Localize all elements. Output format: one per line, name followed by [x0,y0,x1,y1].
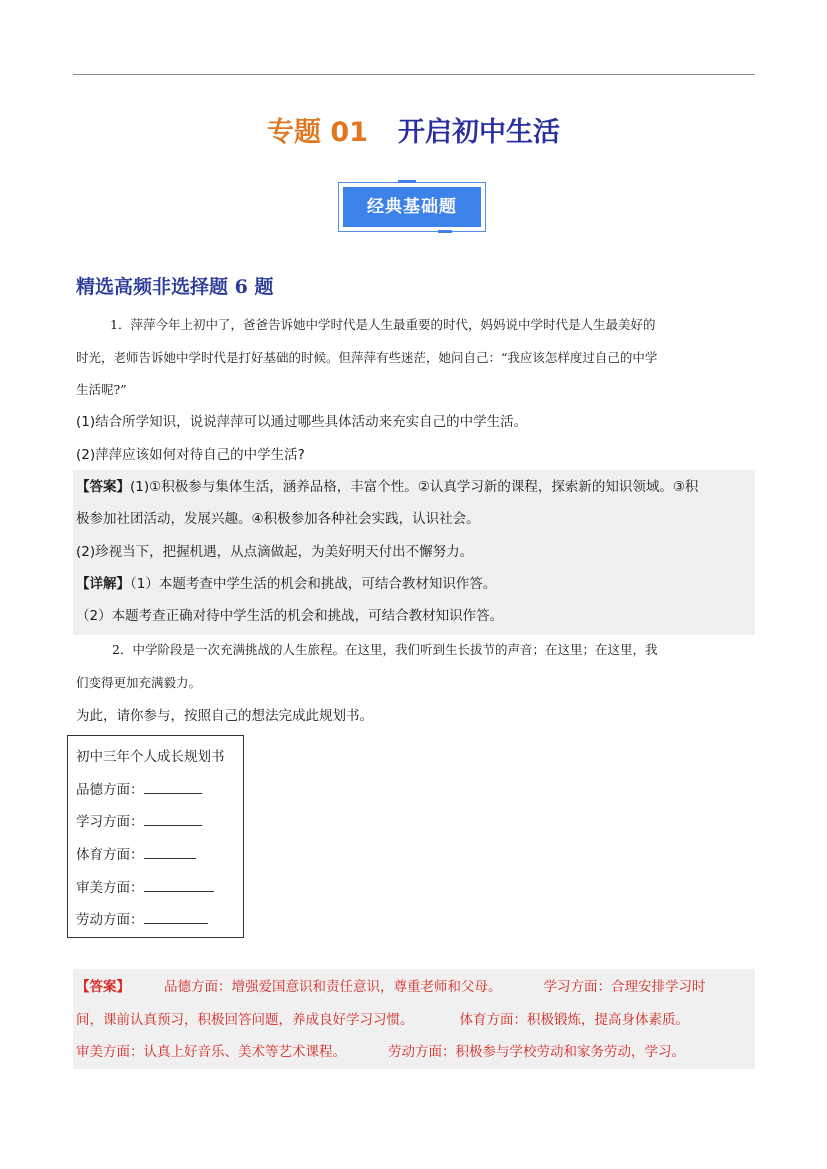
answer-text: (1)①积极参与集体生活，涵养品格，丰富个性。②认真学习新的课程，探索新的知识领域。③积 [130,479,699,495]
fill-blank[interactable] [144,846,196,859]
plan-row-label: 品德方面： [76,782,144,798]
header-rule [73,74,755,75]
q1-detail-line1 [76,574,756,594]
plan-row-sports [76,843,196,863]
answer-text: 品德方面：增强爱国意识和责任意识，尊重老师和父母。 [164,979,502,995]
answer-label: 【答案】 [76,979,130,995]
detail-label: 【详解】 [76,576,130,592]
answer-text: 体育方面：积极锻炼，提高身体素质。 [459,1012,689,1028]
answer-label: 【答案】 [76,479,130,495]
q1-stem-line1: 1．萍萍今年上初中了，爸爸告诉她中学时代是人生最重要的时代，妈妈说中学时代是人生最美好的 [110,317,656,332]
section-title: 精选高频非选择题 6 题 [76,276,274,298]
answer-text: 审美方面：认真上好音乐、美术等艺术课程。 [76,1044,346,1060]
q2-stem-line1: 2．中学阶段是一次充满挑战的人生旅程。在这里，我们听到生长拔节的声音；在这里；在这里，我 [112,642,658,657]
fill-blank[interactable] [144,879,214,892]
answer-text: 间，课前认真预习，积极回答问题，养成良好学习习惯。 [76,1012,414,1028]
detail-text: （1）本题考查中学生活的机会和挑战，可结合教材知识作答。 [130,576,497,592]
plan-row-morality [76,778,202,798]
q2-instruction: 为此，请你参与，按照自己的想法完成此规划书。 [76,708,373,724]
plan-row-labor [76,908,208,928]
q1-answer-line3: (2)珍视当下，把握机遇，从点滴做起，为美好明天付出不懈努力。 [76,544,474,560]
plan-title: 初中三年个人成长规划书 [76,749,225,765]
category-badge [338,182,488,234]
q2-stem-line2: 们变得更加充满毅力。 [76,675,202,690]
answer-text: 学习方面：合理安排学习时 [543,979,706,995]
growth-plan-box [67,735,244,938]
q2-answer-line3 [76,1042,756,1062]
plan-row-label: 劳动方面： [76,912,144,928]
page-title [0,110,827,149]
plan-row-label: 学习方面： [76,814,144,830]
q1-subquestion-1: (1)结合所学知识，说说萍萍可以通过哪些具体活动来充实自己的中学生活。 [76,414,528,430]
topic-number: 专题 01 [267,117,368,148]
plan-row-aesthetics [76,876,214,896]
badge-deco-top [398,180,416,183]
q2-answer-line1 [76,977,756,997]
q1-stem-line2: 时光，老师告诉她中学时代是打好基础的时候。但萍萍有些迷茫，她问自己：“我应该怎样度过自己的中学 [76,350,658,365]
badge-deco-bottom [438,230,452,233]
q2-answer-line2 [76,1010,756,1030]
q1-stem-line3: 生活呢?” [76,382,127,397]
plan-row-label: 体育方面： [76,847,144,863]
q1-subquestion-2: (2)萍萍应该如何对待自己的中学生活? [76,447,305,463]
fill-blank[interactable] [144,781,202,794]
badge-label: 经典基础题 [343,187,481,227]
fill-blank[interactable] [144,813,202,826]
q1-answer-line2: 极参加社团活动，发展兴趣。④积极参加各种社会实践，认识社会。 [76,511,480,527]
plan-row-label: 审美方面： [76,880,144,896]
plan-row-study [76,810,202,830]
fill-blank[interactable] [144,911,208,924]
topic-name: 开启初中生活 [397,117,560,148]
q1-detail-line2: （2）本题考查正确对待中学生活的机会和挑战，可结合教材知识作答。 [76,608,504,624]
q1-answer-line1 [76,477,756,497]
answer-text: 劳动方面：积极参与学校劳动和家务劳动，学习。 [388,1044,685,1060]
